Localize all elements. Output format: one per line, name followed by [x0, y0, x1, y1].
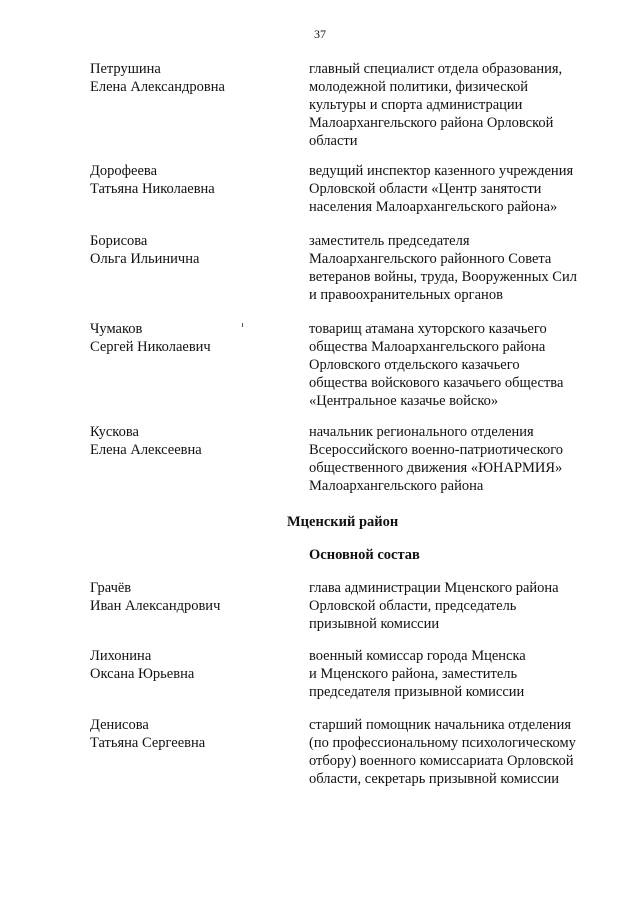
member-position [309, 320, 609, 410]
position-line: старший помощник начальника отделения [309, 717, 572, 733]
position-line: заместитель председателя [309, 233, 470, 249]
position-line: молодежной политики, физической [309, 79, 528, 95]
member-name [90, 232, 290, 268]
member-name [90, 162, 290, 198]
member-surname: Дорофеева [90, 163, 157, 179]
member-name [90, 60, 290, 96]
position-line: Малоархангельского района [309, 478, 484, 494]
member-position [309, 579, 609, 633]
member-name [90, 320, 290, 356]
member-position [309, 647, 609, 701]
position-line: Орловской области, председатель [309, 598, 517, 614]
position-line: (по профессиональному психологическому [309, 735, 576, 751]
member-surname: Лихонина [90, 648, 152, 664]
position-line: области, секретарь призывной комиссии [309, 771, 560, 787]
member-surname: Грачёв [90, 580, 132, 596]
member-given-names: Оксана Юрьевна [90, 666, 195, 682]
position-line: военный комиссар города Мценска [309, 648, 526, 664]
member-name [90, 647, 290, 683]
position-line: Малоархангельского районного Совета [309, 251, 552, 267]
position-line: Орловской области «Центр занятости [309, 181, 542, 197]
position-line: Орловского отдельского казачьего [309, 357, 520, 373]
member-surname: Петрушина [90, 61, 161, 77]
subsection-heading: Основной состав [309, 547, 420, 563]
position-line: глава администрации Мценского района [309, 580, 559, 596]
member-given-names: Татьяна Сергеевна [90, 735, 206, 751]
member-position [309, 162, 609, 216]
member-given-names: Татьяна Николаевна [90, 181, 215, 197]
member-name [90, 716, 290, 752]
position-line: и правоохранительных органов [309, 287, 503, 303]
member-surname: Денисова [90, 717, 149, 733]
section-heading: Мценский район [287, 514, 399, 530]
member-given-names: Елена Алексеевна [90, 442, 202, 458]
member-given-names: Ольга Ильинична [90, 251, 200, 267]
position-line: начальник регионального отделения [309, 424, 534, 440]
member-position [309, 423, 609, 495]
position-line: ведущий инспектор казенного учреждения [309, 163, 574, 179]
position-line: «Центральное казачье войско» [309, 393, 499, 409]
position-line: и Мценского района, заместитель [309, 666, 518, 682]
member-position [309, 60, 609, 150]
member-given-names: Сергей Николаевич [90, 339, 211, 355]
member-given-names: Иван Александрович [90, 598, 221, 614]
position-line: главный специалист отдела образования, [309, 61, 563, 77]
member-surname: Борисова [90, 233, 148, 249]
member-name [90, 423, 290, 459]
member-name [90, 579, 290, 615]
member-position [309, 232, 609, 304]
position-line: призывной комиссии [309, 616, 440, 632]
position-line: населения Малоархангельского района» [309, 199, 558, 215]
position-line: культуры и спорта администрации [309, 97, 523, 113]
member-position [309, 716, 609, 788]
position-line: общественного движения «ЮНАРМИЯ» [309, 460, 563, 476]
position-line: председателя призывной комиссии [309, 684, 525, 700]
position-line: общества Малоархангельского района [309, 339, 546, 355]
position-line: Всероссийского военно-патриотического [309, 442, 564, 458]
member-given-names: Елена Александровна [90, 79, 225, 95]
position-line: области [309, 133, 358, 149]
position-line: товарищ атамана хуторского казачьего [309, 321, 547, 337]
position-line: Малоархангельского района Орловской [309, 115, 554, 131]
position-line: ветеранов войны, труда, Вооруженных Сил [309, 269, 577, 285]
page-number: 37 [314, 27, 326, 41]
member-surname: Чумаков [90, 321, 143, 337]
position-line: отбору) военного комиссариата Орловской [309, 753, 574, 769]
member-surname: Кускова [90, 424, 139, 440]
position-line: общества войскового казачьего общества [309, 375, 564, 391]
